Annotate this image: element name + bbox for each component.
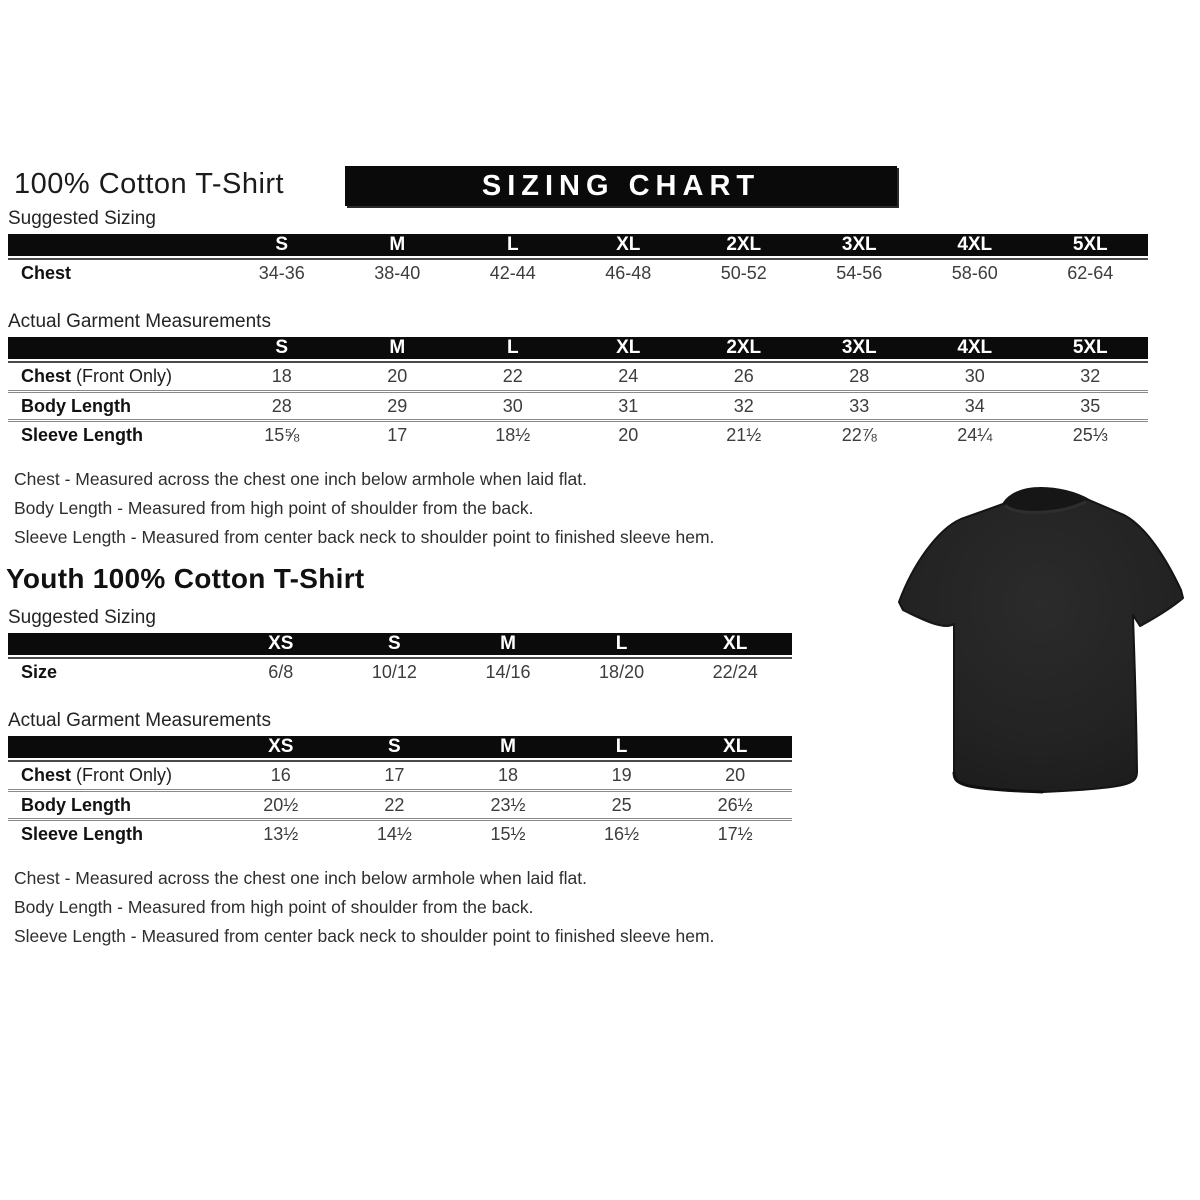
measurement-value: 62-64 <box>1033 258 1149 287</box>
measurement-value: 20 <box>571 419 687 448</box>
measurement-note: Sleeve Length - Measured from center back neck to shoulder point to finished sleeve hem. <box>14 527 715 547</box>
measurement-value: 18½ <box>455 419 571 448</box>
measurement-row <box>8 258 1148 287</box>
measurement-value: 22/24 <box>678 657 792 686</box>
measurement-value: 54-56 <box>802 258 918 287</box>
size-column-header: L <box>455 337 571 361</box>
measurement-value: 33 <box>802 390 918 419</box>
measurement-row <box>8 657 792 686</box>
measurement-value: 38-40 <box>340 258 456 287</box>
measurement-row <box>8 789 792 818</box>
measurement-value: 22⅞ <box>802 419 918 448</box>
youth-suggested-sizing-table <box>8 633 792 686</box>
measurement-note: Chest - Measured across the chest one inch below armhole when laid flat. <box>14 469 587 489</box>
measurement-value: 21½ <box>686 419 802 448</box>
size-column-header: S <box>338 736 452 760</box>
row-label: Size <box>8 657 224 686</box>
measurement-note: Body Length - Measured from high point of shoulder from the back. <box>14 897 534 917</box>
empty-header-cell <box>8 234 224 258</box>
size-column-header: M <box>340 234 456 258</box>
size-column-header: M <box>340 337 456 361</box>
measurement-value: 17 <box>338 760 452 789</box>
measurement-value: 35 <box>1033 390 1149 419</box>
measurement-value: 24¼ <box>917 419 1033 448</box>
measurement-value: 18 <box>451 760 565 789</box>
youth-measurements-label: Actual Garment Measurements <box>8 710 271 731</box>
measurement-value: 28 <box>224 390 340 419</box>
measurement-value: 16½ <box>565 818 679 847</box>
youth-suggested-sizing-label: Suggested Sizing <box>8 607 156 628</box>
measurement-value: 32 <box>686 390 802 419</box>
t-shirt-illustration <box>893 484 1188 809</box>
size-column-header: 3XL <box>802 337 918 361</box>
measurement-value: 28 <box>802 361 918 390</box>
measurement-note: Body Length - Measured from high point of shoulder from the back. <box>14 498 534 518</box>
size-column-header: XS <box>224 736 338 760</box>
measurement-value: 17½ <box>678 818 792 847</box>
row-label: Chest (Front Only) <box>8 361 224 390</box>
size-column-header: 4XL <box>917 337 1033 361</box>
size-column-header: S <box>224 337 340 361</box>
measurement-value: 26½ <box>678 789 792 818</box>
size-column-header: 2XL <box>686 234 802 258</box>
measurement-value: 20 <box>678 760 792 789</box>
row-label: Sleeve Length <box>8 818 224 847</box>
page-title: 100% Cotton T-Shirt <box>14 168 285 200</box>
row-label: Body Length <box>8 390 224 419</box>
size-column-header: XL <box>571 337 687 361</box>
measurement-note: Chest - Measured across the chest one inch below armhole when laid flat. <box>14 868 587 888</box>
measurement-row <box>8 390 1148 419</box>
size-header-row <box>8 736 792 760</box>
sizing-chart-banner: SIZING CHART <box>345 166 897 206</box>
measurement-value: 16 <box>224 760 338 789</box>
measurement-value: 10/12 <box>338 657 452 686</box>
row-label: Body Length <box>8 789 224 818</box>
measurement-value: 18 <box>224 361 340 390</box>
measurement-value: 20½ <box>224 789 338 818</box>
youth-measurements-table <box>8 736 792 847</box>
measurement-row <box>8 760 792 789</box>
size-column-header: XL <box>571 234 687 258</box>
measurement-value: 29 <box>340 390 456 419</box>
measurement-row <box>8 818 792 847</box>
row-label: Chest <box>8 258 224 287</box>
measurement-value: 17 <box>340 419 456 448</box>
size-column-header: S <box>338 633 452 657</box>
size-header-row <box>8 234 1148 258</box>
measurement-value: 23½ <box>451 789 565 818</box>
size-column-header: 3XL <box>802 234 918 258</box>
adult-measurements-table <box>8 337 1148 448</box>
measurement-value: 22 <box>455 361 571 390</box>
size-column-header: L <box>565 633 679 657</box>
measurement-value: 13½ <box>224 818 338 847</box>
measurement-row <box>8 419 1148 448</box>
size-column-header: L <box>455 234 571 258</box>
size-column-header: XL <box>678 633 792 657</box>
measurement-value: 42-44 <box>455 258 571 287</box>
measurement-value: 24 <box>571 361 687 390</box>
size-column-header: 5XL <box>1033 337 1149 361</box>
empty-header-cell <box>8 633 224 657</box>
measurement-value: 46-48 <box>571 258 687 287</box>
measurement-value: 6/8 <box>224 657 338 686</box>
measurement-value: 32 <box>1033 361 1149 390</box>
measurement-value: 25 <box>565 789 679 818</box>
row-label: Sleeve Length <box>8 419 224 448</box>
measurement-value: 14½ <box>338 818 452 847</box>
measurement-value: 14/16 <box>451 657 565 686</box>
size-column-header: XS <box>224 633 338 657</box>
measurement-value: 50-52 <box>686 258 802 287</box>
size-column-header: XL <box>678 736 792 760</box>
t-shirt-product-image <box>893 484 1188 809</box>
empty-header-cell <box>8 736 224 760</box>
measurement-value: 15½ <box>451 818 565 847</box>
measurement-value: 19 <box>565 760 679 789</box>
measurement-value: 34-36 <box>224 258 340 287</box>
youth-measurement-notes <box>14 864 1200 951</box>
size-column-header: 5XL <box>1033 234 1149 258</box>
row-label: Chest (Front Only) <box>8 760 224 789</box>
measurement-value: 30 <box>917 361 1033 390</box>
measurement-value: 58-60 <box>917 258 1033 287</box>
size-column-header: S <box>224 234 340 258</box>
size-column-header: M <box>451 633 565 657</box>
measurement-value: 22 <box>338 789 452 818</box>
measurement-value: 31 <box>571 390 687 419</box>
size-column-header: M <box>451 736 565 760</box>
measurement-value: 25⅓ <box>1033 419 1149 448</box>
adult-suggested-sizing-label: Suggested Sizing <box>8 208 156 229</box>
measurement-value: 26 <box>686 361 802 390</box>
adult-measurements-label: Actual Garment Measurements <box>8 311 271 332</box>
size-header-row <box>8 633 792 657</box>
size-column-header: L <box>565 736 679 760</box>
page-header <box>0 166 1200 208</box>
measurement-value: 30 <box>455 390 571 419</box>
measurement-value: 34 <box>917 390 1033 419</box>
empty-header-cell <box>8 337 224 361</box>
measurement-row <box>8 361 1148 390</box>
measurement-value: 15⅝ <box>224 419 340 448</box>
size-header-row <box>8 337 1148 361</box>
measurement-note: Sleeve Length - Measured from center back neck to shoulder point to finished sleeve hem. <box>14 926 715 946</box>
youth-title: Youth 100% Cotton T-Shirt <box>6 563 365 594</box>
measurement-value: 20 <box>340 361 456 390</box>
adult-suggested-sizing-table <box>8 234 1148 287</box>
size-column-header: 2XL <box>686 337 802 361</box>
size-column-header: 4XL <box>917 234 1033 258</box>
measurement-value: 18/20 <box>565 657 679 686</box>
